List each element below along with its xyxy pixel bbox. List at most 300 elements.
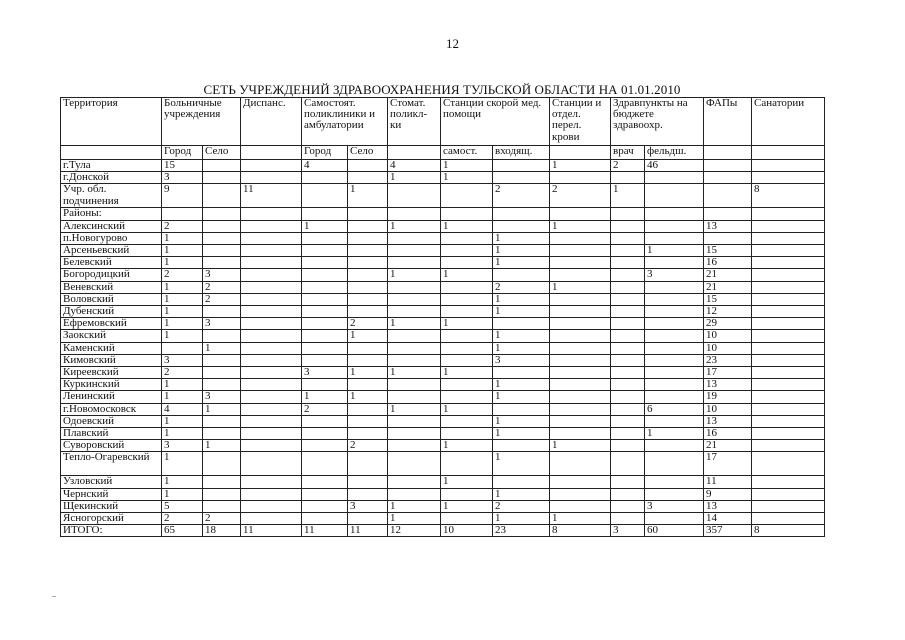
table-cell [550,476,611,488]
table-row [61,269,825,281]
territory-name: Куркинский [61,379,162,391]
table-cell [611,269,645,281]
territory-name: Киреевский [61,367,162,379]
table-cell [611,500,645,512]
table-cell [645,184,704,208]
table-cell: 4 [162,403,203,415]
total-row [61,525,825,537]
table-cell [241,257,302,269]
table-row [61,220,825,232]
table-cell [203,257,241,269]
table-cell [493,220,550,232]
table-cell: 2 [302,403,348,415]
table-row [61,403,825,415]
table-cell [388,379,441,391]
table-cell [493,208,550,220]
territory-name: Богородицкий [61,269,162,281]
table-cell [302,440,348,452]
table-cell [203,428,241,440]
table-cell [611,403,645,415]
table-cell: 2 [162,513,203,525]
table-cell [348,403,388,415]
table-cell [611,293,645,305]
table-cell [550,293,611,305]
table-cell: 1 [162,452,203,476]
table-cell [388,293,441,305]
table-cell [493,318,550,330]
table-cell [704,172,752,184]
scan-mark [52,596,56,597]
table-cell [441,208,493,220]
table-cell [388,354,441,366]
table-cell [611,476,645,488]
table-cell [645,172,704,184]
table-cell [348,293,388,305]
table-cell [241,220,302,232]
table-cell [302,415,348,427]
table-cell: 1 [162,306,203,318]
table-cell [203,354,241,366]
table-cell: 1 [388,500,441,512]
table-cell [752,354,825,366]
health-facilities-table [60,97,825,537]
table-cell [611,342,645,354]
table-cell [493,160,550,172]
table-cell [348,160,388,172]
total-cell: 12 [388,525,441,537]
table-cell: 6 [645,403,704,415]
header-hospitals: Больничные учреждения [162,98,241,146]
table-cell [203,488,241,500]
table-cell [241,306,302,318]
table-cell [388,476,441,488]
table-cell [752,342,825,354]
table-cell [203,184,241,208]
table-cell [441,257,493,269]
total-cell: 8 [550,525,611,537]
table-cell [203,330,241,342]
header-blood: Станции и отдел. перел. крови [550,98,611,146]
table-cell [441,428,493,440]
table-cell [441,330,493,342]
table-cell [302,488,348,500]
table-cell [752,415,825,427]
table-cell [550,318,611,330]
header-polyclinics: Самостоят. поликлиники и амбулатории [302,98,388,146]
table-cell [348,476,388,488]
table-cell [203,415,241,427]
table-cell [348,257,388,269]
table-cell: 1 [441,269,493,281]
table-cell [203,208,241,220]
table-cell [388,415,441,427]
table-cell: 1 [493,330,550,342]
subheader-amb-independent: самост. [441,146,493,160]
table-cell [302,500,348,512]
table-row [61,293,825,305]
table-cell: 2 [550,184,611,208]
territory-name: г.Донской [61,172,162,184]
table-cell [611,318,645,330]
table-cell [348,513,388,525]
table-cell [348,452,388,476]
table-cell [241,330,302,342]
table-cell: 1 [441,160,493,172]
table-cell [388,428,441,440]
table-cell [550,488,611,500]
table-cell [241,379,302,391]
table-cell: 1 [550,160,611,172]
subheader-empty [388,146,441,160]
table-cell: 3 [203,391,241,403]
table-cell: 10 [704,330,752,342]
table-cell [645,257,704,269]
table-cell [302,269,348,281]
table-cell [611,367,645,379]
table-cell [348,415,388,427]
table-cell: 1 [493,488,550,500]
table-cell [241,293,302,305]
document-title: СЕТЬ УЧРЕЖДЕНИЙ ЗДРАВООХРАНЕНИЯ ТУЛЬСКОЙ ОБЛАСТИ НА 01.01.2010 [203,82,681,97]
table-row [61,306,825,318]
header-row [61,98,825,146]
table-cell: 1 [348,330,388,342]
territory-name: Ленинский [61,391,162,403]
table-cell: 1 [162,379,203,391]
table-cell [348,208,388,220]
table-cell: 17 [704,452,752,476]
subheader-empty [704,146,752,160]
territory-name: Кимовский [61,354,162,366]
table-row [61,172,825,184]
table-cell: 1 [441,440,493,452]
table-cell: 1 [203,403,241,415]
table-row [61,318,825,330]
table-cell [203,245,241,257]
table-cell: 1 [550,220,611,232]
table-cell [241,232,302,244]
subheader-row [61,146,825,160]
table-cell [550,232,611,244]
table-cell: 3 [203,318,241,330]
table-cell [388,452,441,476]
table-row [61,379,825,391]
table-cell: 13 [704,220,752,232]
table-cell: 1 [162,318,203,330]
table-cell [752,330,825,342]
table-cell [441,488,493,500]
territory-name: г.Новомосковск [61,403,162,415]
table-row [61,500,825,512]
table-cell: 13 [704,379,752,391]
table-cell [611,306,645,318]
table-cell [241,245,302,257]
table-cell: 1 [441,500,493,512]
table-cell [752,513,825,525]
header-dispensaries: Диспанс. [241,98,302,146]
territory-name: Арсеньевский [61,245,162,257]
table-cell [611,281,645,293]
table-cell: 1 [348,184,388,208]
table-cell: 2 [493,184,550,208]
table-cell [645,513,704,525]
table-cell [611,440,645,452]
table-cell [241,428,302,440]
table-cell [645,379,704,391]
table-row [61,452,825,476]
table-cell: 21 [704,440,752,452]
total-cell: 11 [348,525,388,537]
table-cell: 1 [302,220,348,232]
table-cell [348,172,388,184]
table-cell: 8 [752,184,825,208]
table-cell [302,172,348,184]
table-cell [302,476,348,488]
table-cell: 1 [550,513,611,525]
table-cell: 2 [611,160,645,172]
subheader-empty [61,146,162,160]
table-cell [645,354,704,366]
table-cell [611,415,645,427]
table-cell: 1 [162,415,203,427]
table-row [61,232,825,244]
table-row [61,513,825,525]
table-cell [645,391,704,403]
table-cell [611,354,645,366]
header-health-points: Здравпункты на бюджете здравоохр. [611,98,704,146]
table-cell: 1 [441,476,493,488]
table-cell: 1 [550,281,611,293]
table-cell [203,306,241,318]
table-cell: 1 [441,367,493,379]
subheader-hp-doctor: врач [611,146,645,160]
total-cell: 10 [441,525,493,537]
table-cell [441,281,493,293]
table-cell [645,476,704,488]
table-cell [388,208,441,220]
table-cell [241,269,302,281]
table-cell: 1 [162,232,203,244]
table-cell [550,428,611,440]
table-cell: 3 [162,354,203,366]
subheader-empty [241,146,302,160]
table-cell: 3 [348,500,388,512]
header-sanatoria: Санатории [752,98,825,146]
table-cell [388,391,441,403]
table-cell [645,208,704,220]
table-cell [241,440,302,452]
header-dental: Стомат. поликл-ки [388,98,441,146]
table-cell: 1 [162,488,203,500]
territory-name: Узловский [61,476,162,488]
table-cell: 1 [493,306,550,318]
table-cell [645,415,704,427]
table-cell [241,488,302,500]
table-cell: 2 [348,440,388,452]
table-cell [348,488,388,500]
table-cell [752,379,825,391]
header-territory: Территория [61,98,162,146]
total-cell: 18 [203,525,241,537]
table-cell [203,172,241,184]
table-cell [441,245,493,257]
territory-name: Ефремовский [61,318,162,330]
table-cell: 21 [704,269,752,281]
table-cell [348,245,388,257]
table-cell [645,440,704,452]
table-cell [493,476,550,488]
table-cell [645,367,704,379]
table-cell: 2 [348,318,388,330]
table-cell [752,306,825,318]
table-cell [348,428,388,440]
table-cell [752,293,825,305]
table-cell [241,452,302,476]
table-cell: 2 [203,281,241,293]
table-cell [550,367,611,379]
table-cell [388,281,441,293]
page-number: 12 [446,36,459,51]
table-cell: 4 [388,160,441,172]
table-cell: 1 [645,428,704,440]
table-cell [645,220,704,232]
table-cell [441,342,493,354]
territory-name: г.Тула [61,160,162,172]
table-row [61,257,825,269]
territory-name: Ясногорский [61,513,162,525]
table-cell [645,232,704,244]
table-cell: 46 [645,160,704,172]
table-cell: 2 [493,281,550,293]
table-cell: 2 [203,293,241,305]
table-cell: 1 [493,391,550,403]
table-cell: 3 [645,269,704,281]
table-cell [752,452,825,476]
table-cell: 1 [162,391,203,403]
table-cell [441,306,493,318]
table-cell [645,488,704,500]
table-cell [348,342,388,354]
table-cell: 12 [704,306,752,318]
table-cell: 1 [493,293,550,305]
table-cell: 1 [388,172,441,184]
table-cell [611,452,645,476]
table-cell [550,330,611,342]
table-cell [550,403,611,415]
table-cell [752,245,825,257]
table-cell [752,500,825,512]
table-cell: 11 [241,184,302,208]
subheader-poly-village: Село [348,146,388,160]
table-row [61,281,825,293]
table-cell [550,208,611,220]
table-cell [611,488,645,500]
table-row [61,415,825,427]
table-cell: 23 [704,354,752,366]
table-cell [241,403,302,415]
table-cell [302,306,348,318]
table-cell [241,500,302,512]
table-cell: 1 [493,428,550,440]
subheader-empty [752,146,825,160]
territory-name: Щекинский [61,500,162,512]
table-cell [441,452,493,476]
table-cell [241,367,302,379]
table-cell [302,257,348,269]
territory-name: Тепло-Огаревский [61,452,162,476]
table-cell: 3 [203,269,241,281]
table-cell: 1 [162,245,203,257]
table-cell: 1 [493,342,550,354]
subheader-hosp-city: Город [162,146,203,160]
table-cell [752,172,825,184]
table-cell: 1 [388,269,441,281]
table-cell: 1 [441,403,493,415]
table-cell: 1 [493,415,550,427]
table-cell [388,184,441,208]
table-cell: 1 [550,440,611,452]
table-cell [704,184,752,208]
table-cell: 1 [493,513,550,525]
table-cell [550,391,611,403]
table-cell [493,403,550,415]
table-cell [611,330,645,342]
table-cell: 1 [203,440,241,452]
table-cell: 1 [348,391,388,403]
table-cell: 2 [162,269,203,281]
table-row [61,488,825,500]
table-cell [493,172,550,184]
table-cell [203,379,241,391]
table-cell: 3 [302,367,348,379]
table-cell [241,208,302,220]
table-row [61,245,825,257]
territory-name: Плавский [61,428,162,440]
table-cell: 19 [704,391,752,403]
table-cell [388,342,441,354]
table-cell [611,245,645,257]
table-cell: 1 [162,281,203,293]
table-cell: 1 [441,172,493,184]
table-cell [752,476,825,488]
table-cell [241,160,302,172]
table-cell [550,342,611,354]
table-cell [752,488,825,500]
table-cell: 5 [162,500,203,512]
table-cell: 2 [162,367,203,379]
table-cell [302,513,348,525]
table-cell [203,476,241,488]
table-cell [162,342,203,354]
table-cell: 1 [388,367,441,379]
table-cell [550,257,611,269]
table-cell [704,160,752,172]
table-cell [752,428,825,440]
table-cell [752,220,825,232]
table-row [61,428,825,440]
table-cell [441,293,493,305]
subheader-hosp-village: Село [203,146,241,160]
table-cell [611,232,645,244]
territory-name: Дубенский [61,306,162,318]
table-cell: 1 [162,293,203,305]
table-cell [241,415,302,427]
table-cell [752,367,825,379]
territory-name: Белевский [61,257,162,269]
table-cell [611,220,645,232]
total-cell: 65 [162,525,203,537]
table-cell [441,232,493,244]
